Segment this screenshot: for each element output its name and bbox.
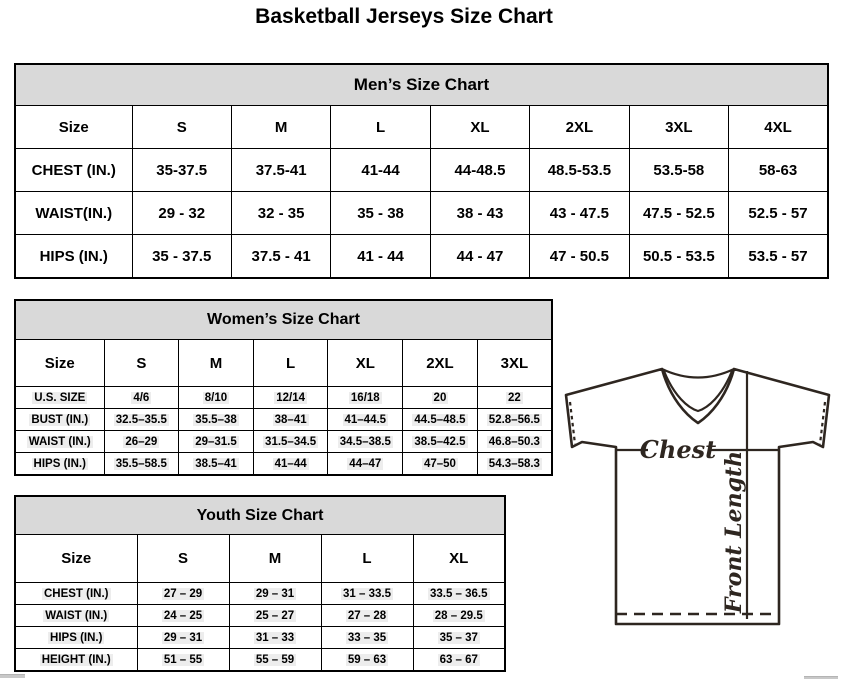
- table-cell: 44–47: [328, 453, 403, 476]
- row-label: HIPS (IN.): [15, 235, 132, 279]
- table-cell: 29–31.5: [179, 431, 254, 453]
- table-cell: 43 - 47.5: [530, 192, 629, 235]
- column-header: S: [137, 535, 229, 583]
- womens-size-table: [14, 299, 553, 476]
- table-row: [15, 605, 505, 627]
- table-cell: 37.5 - 41: [231, 235, 330, 279]
- table-title: Men’s Size Chart: [15, 64, 828, 106]
- table-cell: 29 – 31: [137, 627, 229, 649]
- table-cell: 35 - 37.5: [132, 235, 231, 279]
- column-header: M: [179, 340, 254, 387]
- table-cell: 16/18: [328, 387, 403, 409]
- table-cell: 44.5–48.5: [403, 409, 478, 431]
- table-cell: 31 – 33: [229, 627, 321, 649]
- table-cell: 8/10: [179, 387, 254, 409]
- table-header-row: [15, 535, 505, 583]
- table-cell: 48.5-53.5: [530, 149, 629, 192]
- column-header: L: [321, 535, 413, 583]
- column-header: 4XL: [729, 106, 828, 149]
- table-cell: 38.5–41: [179, 453, 254, 476]
- column-header: 2XL: [403, 340, 478, 387]
- table-row: [15, 387, 552, 409]
- table-cell: 53.5 - 57: [729, 235, 828, 279]
- table-header-row: [15, 106, 828, 149]
- table-cell: 53.5-58: [629, 149, 728, 192]
- table-cell: 55 – 59: [229, 649, 321, 672]
- mens-size-table: [14, 63, 829, 279]
- table-title: Women’s Size Chart: [15, 300, 552, 340]
- column-header: Size: [15, 535, 137, 583]
- table-title: Youth Size Chart: [15, 496, 505, 535]
- table-cell: 52.5 - 57: [729, 192, 828, 235]
- table-cell: 22: [477, 387, 552, 409]
- table-cell: 47 - 50.5: [530, 235, 629, 279]
- column-header: L: [331, 106, 430, 149]
- table-cell: 32.5–35.5: [104, 409, 179, 431]
- table-cell: 35.5–38: [179, 409, 254, 431]
- table-row: [15, 192, 828, 235]
- row-label: U.S. SIZE: [15, 387, 104, 409]
- column-header: S: [104, 340, 179, 387]
- table-row: [15, 149, 828, 192]
- youth-size-table: [14, 495, 506, 672]
- column-header: XL: [430, 106, 529, 149]
- table-cell: 27 – 29: [137, 583, 229, 605]
- row-label: WAIST (IN.): [15, 605, 137, 627]
- column-header: M: [231, 106, 330, 149]
- table-row: [15, 431, 552, 453]
- table-cell: 63 – 67: [413, 649, 505, 672]
- table-cell: 33 – 35: [321, 627, 413, 649]
- table-row: [15, 235, 828, 279]
- table-cell: 33.5 – 36.5: [413, 583, 505, 605]
- table-cell: 28 – 29.5: [413, 605, 505, 627]
- table-cell: 38–41: [253, 409, 328, 431]
- table-cell: 32 - 35: [231, 192, 330, 235]
- table-row: [15, 453, 552, 476]
- table-cell: 38.5–42.5: [403, 431, 478, 453]
- table-cell: 25 – 27: [229, 605, 321, 627]
- column-header: 2XL: [530, 106, 629, 149]
- table-row: [15, 409, 552, 431]
- row-label: HIPS (IN.): [15, 453, 104, 476]
- table-cell: 41–44: [253, 453, 328, 476]
- table-cell: 35 – 37: [413, 627, 505, 649]
- jersey-outline-icon: [566, 369, 829, 624]
- row-label: HIPS (IN.): [15, 627, 137, 649]
- row-label: BUST (IN.): [15, 409, 104, 431]
- table-cell: 51 – 55: [137, 649, 229, 672]
- column-header: XL: [328, 340, 403, 387]
- table-cell: 35 - 38: [331, 192, 430, 235]
- table-cell: 59 – 63: [321, 649, 413, 672]
- table-cell: 12/14: [253, 387, 328, 409]
- table-cell: 35.5–58.5: [104, 453, 179, 476]
- column-header: 3XL: [629, 106, 728, 149]
- table-row: [15, 627, 505, 649]
- table-cell: 26–29: [104, 431, 179, 453]
- table-cell: 24 – 25: [137, 605, 229, 627]
- table-cell: 27 – 28: [321, 605, 413, 627]
- table-cell: 31 – 33.5: [321, 583, 413, 605]
- table-cell: 35-37.5: [132, 149, 231, 192]
- column-header: XL: [413, 535, 505, 583]
- table-cell: 58-63: [729, 149, 828, 192]
- row-label: WAIST (IN.): [15, 431, 104, 453]
- table-cell: 54.3–58.3: [477, 453, 552, 476]
- table-cell: 47.5 - 52.5: [629, 192, 728, 235]
- row-label: CHEST (IN.): [15, 149, 132, 192]
- chest-label: Chest: [639, 435, 717, 464]
- horizontal-scrollbar-left[interactable]: [0, 674, 25, 678]
- table-cell: 4/6: [104, 387, 179, 409]
- table-cell: 41 - 44: [331, 235, 430, 279]
- table-cell: 38 - 43: [430, 192, 529, 235]
- table-cell: 34.5–38.5: [328, 431, 403, 453]
- table-cell: 31.5–34.5: [253, 431, 328, 453]
- table-row: [15, 583, 505, 605]
- front-length-label: Front Length: [721, 450, 747, 614]
- table-cell: 37.5-41: [231, 149, 330, 192]
- table-cell: 44-48.5: [430, 149, 529, 192]
- table-cell: 20: [403, 387, 478, 409]
- page-title: Basketball Jerseys Size Chart: [255, 5, 553, 28]
- table-cell: 41–44.5: [328, 409, 403, 431]
- table-header-row: [15, 340, 552, 387]
- column-header: 3XL: [477, 340, 552, 387]
- row-label: HEIGHT (IN.): [15, 649, 137, 672]
- table-cell: 47–50: [403, 453, 478, 476]
- column-header: Size: [15, 340, 104, 387]
- table-row: [15, 649, 505, 672]
- table-cell: 44 - 47: [430, 235, 529, 279]
- column-header: L: [253, 340, 328, 387]
- jersey-measurement-diagram: [558, 362, 838, 628]
- row-label: CHEST (IN.): [15, 583, 137, 605]
- column-header: M: [229, 535, 321, 583]
- column-header: S: [132, 106, 231, 149]
- table-cell: 46.8–50.3: [477, 431, 552, 453]
- table-cell: 50.5 - 53.5: [629, 235, 728, 279]
- column-header: Size: [15, 106, 132, 149]
- table-cell: 41-44: [331, 149, 430, 192]
- table-cell: 52.8–56.5: [477, 409, 552, 431]
- row-label: WAIST(IN.): [15, 192, 132, 235]
- table-cell: 29 – 31: [229, 583, 321, 605]
- table-cell: 29 - 32: [132, 192, 231, 235]
